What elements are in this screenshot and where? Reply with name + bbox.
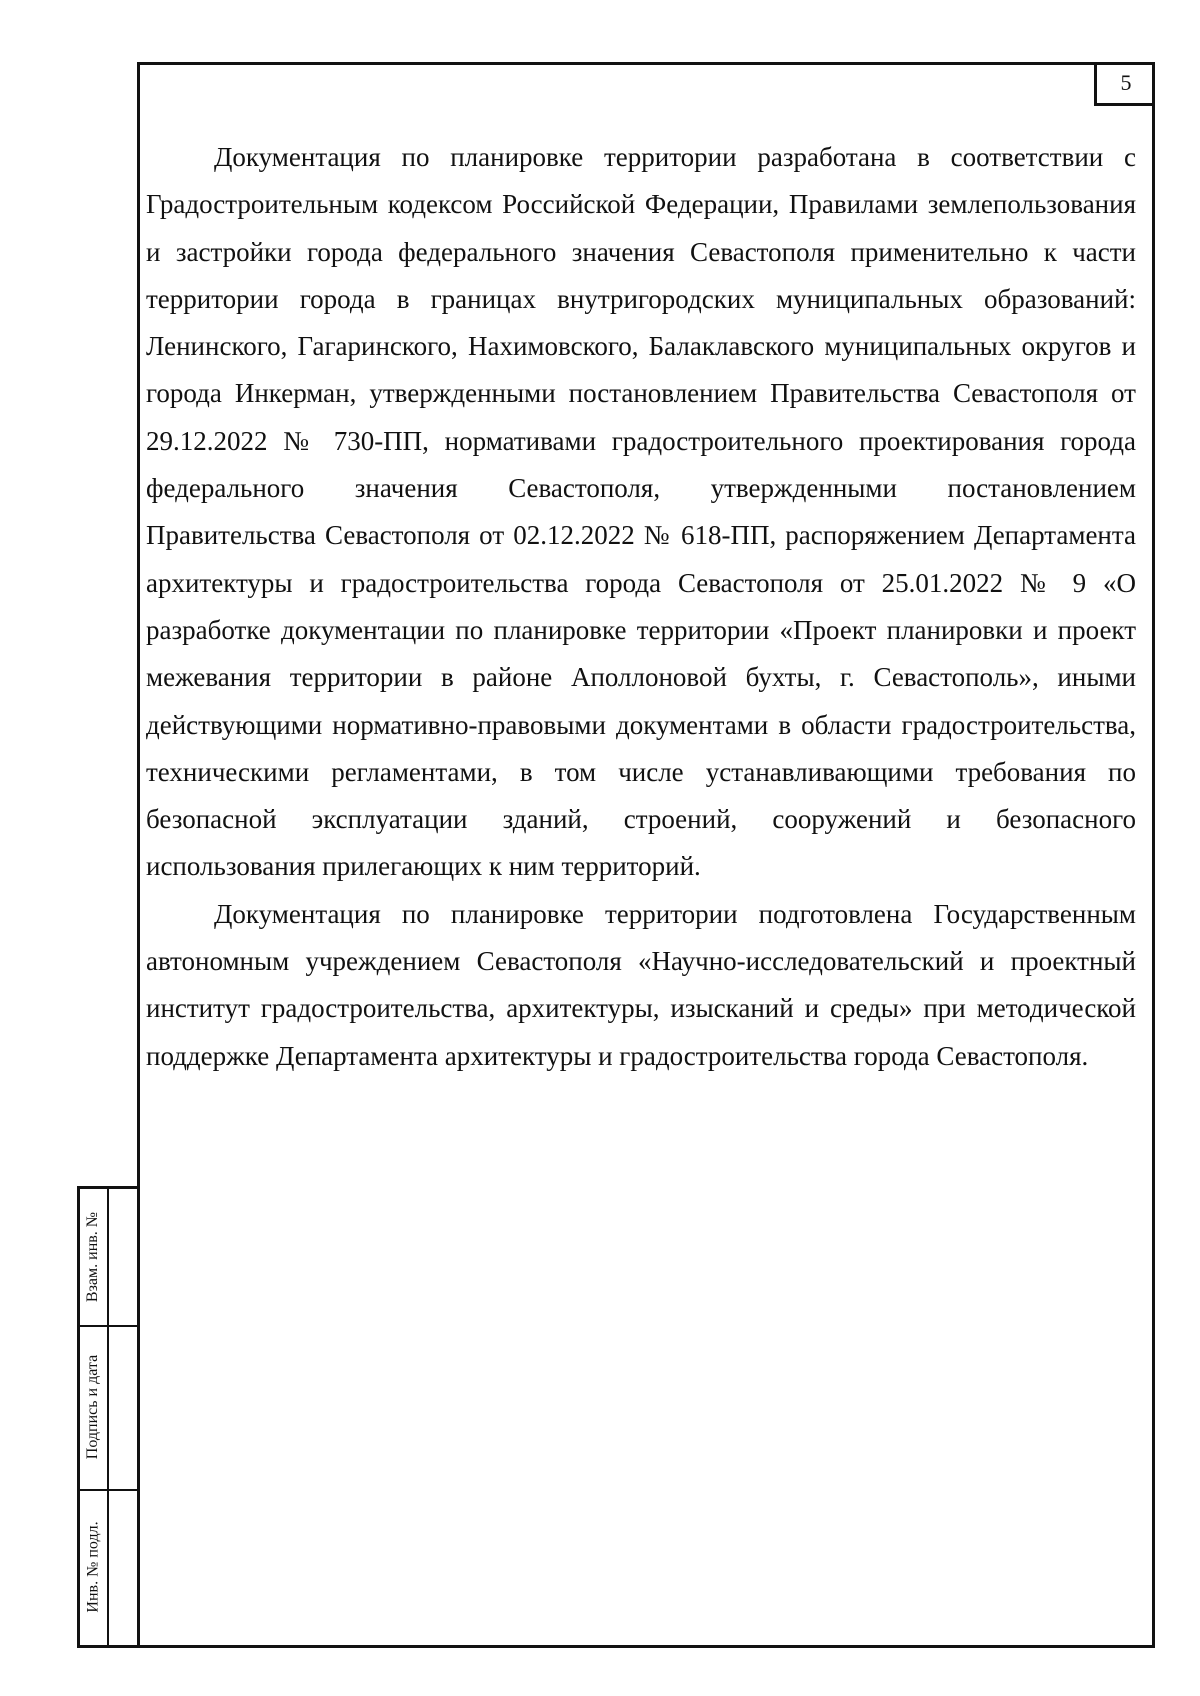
- side-stamp-block: [77, 1186, 140, 1648]
- stamp-label-vzam-inv: Взам. инв. №: [84, 1211, 102, 1303]
- page-number-box: [1094, 62, 1155, 106]
- stamp-label-podpis-data: Подпись и дата: [84, 1354, 102, 1460]
- page-number: 5: [1120, 69, 1132, 95]
- stamp-cell-inv-podl: [80, 1489, 107, 1645]
- stamp-label-inv-podl: Инв. № подл.: [84, 1521, 102, 1613]
- paragraph-1: Документация по планировке территории разработана в соответствии с Градостроительным кодексом Российской Федерации, Правилами землепользования и застройки города федерального значения Севастополя применительно к части территории города в границах внутригородских муниципальных образований: Ленинского, Гагаринского, Нахимовского, Балаклавского муниципальных округов и города Инкерман, утвержденными постановлением Правительства Севастополя от 29.12.2022 № 730-ПП, нормативами градостроительного проектирования города федерального значения Севастополя, утвержденными постановлением Правительства Севастополя от 02.12.2022 № 618-ПП, распоряжением Департамента архитектуры и градостроительства города Севастополя от 25.01.2022 № 9 «О разработке документации по планировке территории «Проект планировки и проект межевания территории в районе Аполлоновой бухты, г. Севастополь», иными действующими нормативно-правовыми документами в области градостроительства, техническими регламентами, в том числе устанавливающими требования по безопасной эксплуатации зданий, строений, сооружений и безопасного использования прилегающих к ним территорий.: [146, 142, 1136, 882]
- paragraph-2: Документация по планировке территории подготовлена Государственным автономным учреждением Севастополя «Научно-исследовательский и проектный институт градостроительства, архитектуры, изысканий и среды» при методической поддержке Департамента архитектуры и градостроительства города Севастополя.: [146, 898, 1136, 1071]
- document-body: [146, 134, 1136, 1080]
- stamp-cell-podpis-data: [80, 1325, 107, 1489]
- stamp-cell-vzam-inv: [80, 1189, 107, 1325]
- stamp-column-divider: [107, 1189, 109, 1645]
